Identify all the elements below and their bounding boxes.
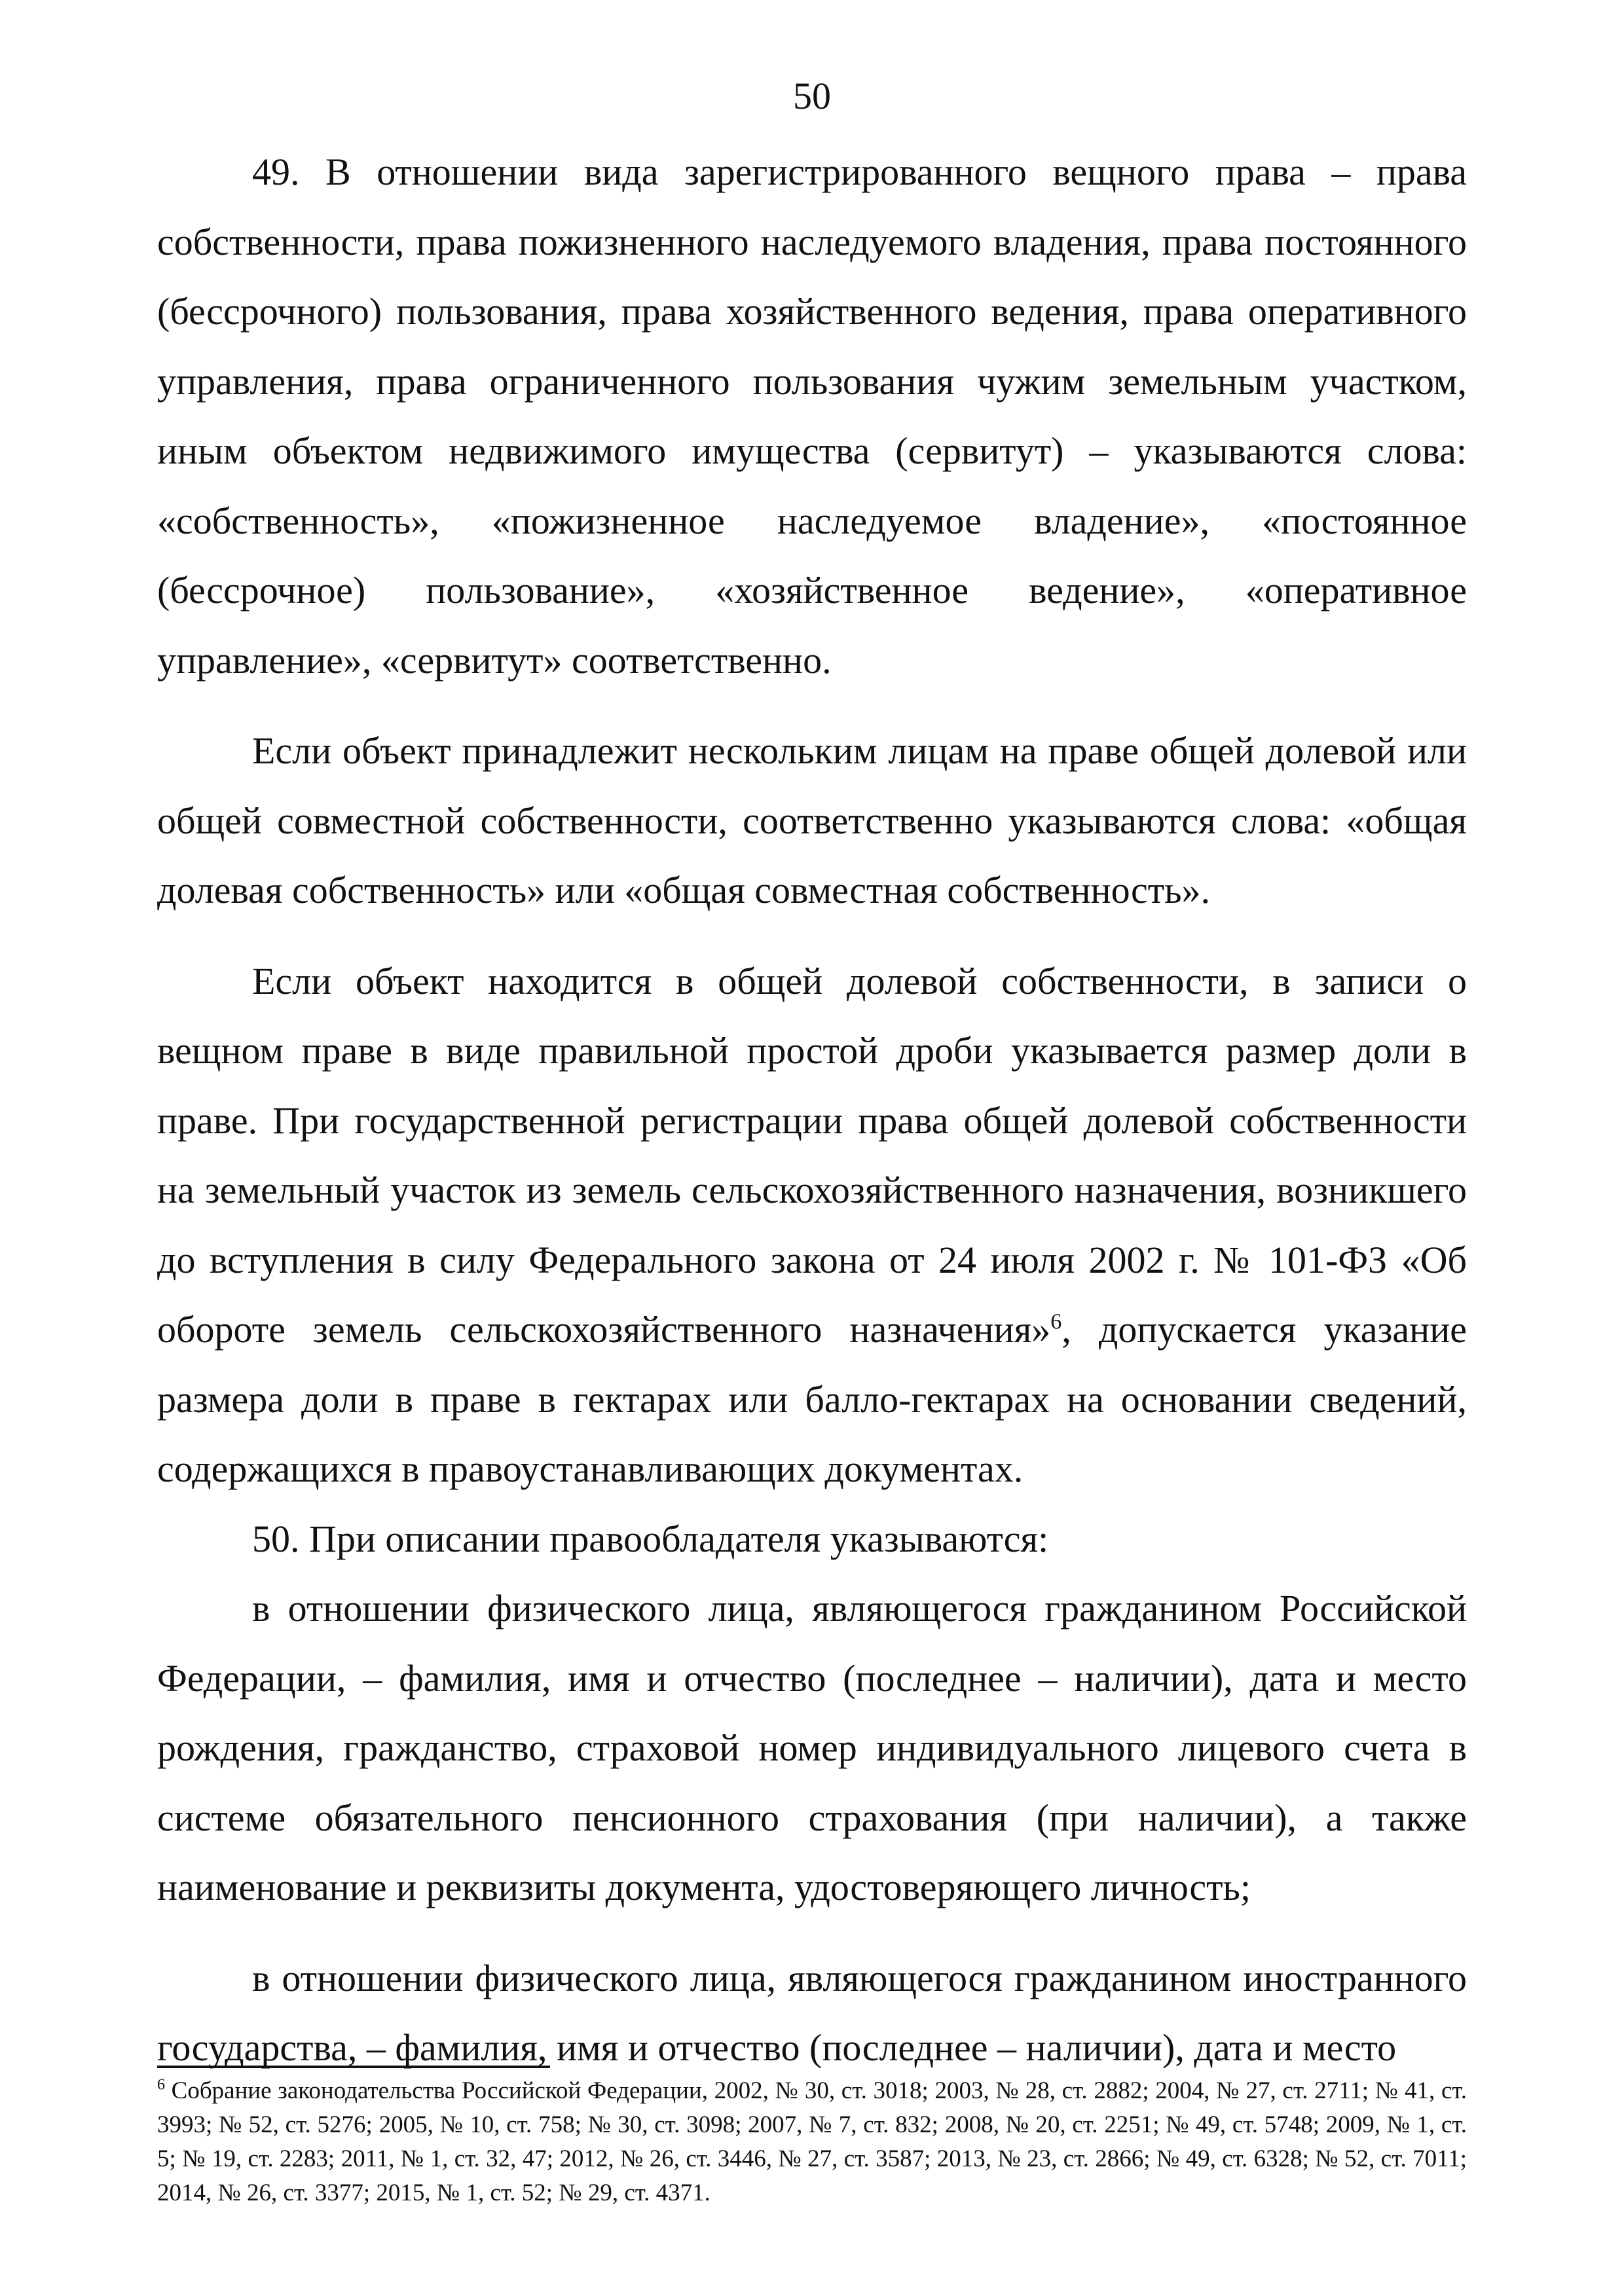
paragraph-foreign-citizen: в отношении физического лица, являющегося гражданином иностранного государства, – фамилия, имя и отчество (последнее – наличии), дата и место bbox=[157, 1956, 1467, 2069]
footnote-reference[interactable]: 6 bbox=[1050, 1309, 1062, 1334]
footnote-divider bbox=[157, 2066, 550, 2068]
page-number: 50 bbox=[793, 75, 831, 117]
document-body bbox=[157, 137, 1467, 2083]
paragraph-russian-citizen: в отношении физического лица, являющегося гражданином Российской Федерации, – фамилия, имя и отчество (последнее – наличии), дата и место рождения, гражданство, страховой номер индивидуального лицевого счета в системе обязательного пенсионного страхования (при наличии), а также наименование и реквизиты документа, удостоверяющего личность; bbox=[157, 1587, 1467, 1908]
paragraph-share-size-continuation: , допускается указание размера доли в праве в гектарах или балло-гектарах на основании сведений, содержащихся в правоустанавливающих документах. bbox=[157, 1308, 1467, 1490]
paragraph-share-size bbox=[157, 947, 1467, 1504]
footnote-marker: 6 bbox=[157, 2076, 165, 2094]
paragraph-shared-ownership: Если объект принадлежит нескольким лицам на праве общей долевой или общей совместной собственности, соответственно указываются слова: «общая долевая собственность» или «общая совместная собственность». bbox=[157, 729, 1467, 911]
paragraph-share-size-text: Если объект находится в общей долевой собственности, в записи о вещном праве в виде правильной простой дроби указывается размер доли в праве. При государственной регистрации права общей долевой собственности на земельный участок из земель сельскохозяйственного назначения, возникшего до вступления в силу Федерального закона от 24 июля 2002 г. № 101-ФЗ «Об обороте земель сельскохозяйственного назначения» bbox=[157, 959, 1467, 1351]
paragraph-50: 50. При описании правообладателя указываются: bbox=[252, 1517, 1049, 1560]
footnote-text: Собрание законодательства Российской Федерации, 2002, № 30, ст. 3018; 2003, № 28, ст. 2882; 2004, № 27, ст. 2711; № 41, ст. 3993; № 52, ст. 5276; 2005, № 10, ст. 758; № 30, ст. 3098; 2007, № 7, ст. 832; 2008, № 20, ст. 2251; № 49, ст. 5748; 2009, № 1, ст. 5; № 19, ст. 2283; 2011, № 1, ст. 32, 47; 2012, № 26, ст. 3446, № 27, ст. 3587; 2013, № 23, ст. 2866; № 49, ст. 6328; № 52, ст. 7011; 2014, № 26, ст. 3377; 2015, № 1, ст. 52; № 29, ст. 4371. bbox=[157, 2077, 1467, 2206]
paragraph-49: 49. В отношении вида зарегистрированного вещного права – права собственности, права пожизненного наследуемого владения, права постоянного (бессрочного) пользования, права хозяйственного ведения, права оперативного управления, права ограниченного пользования чужим земельным участком, иным объектом недвижимого имущества (сервитут) – указываются слова: «собственность», «пожизненное наследуемое владение», «постоянное (бессрочное) пользование», «хозяйственное ведение», «оперативное управление», «сервитут» соответственно. bbox=[157, 151, 1467, 682]
footnote bbox=[157, 2074, 1467, 2210]
